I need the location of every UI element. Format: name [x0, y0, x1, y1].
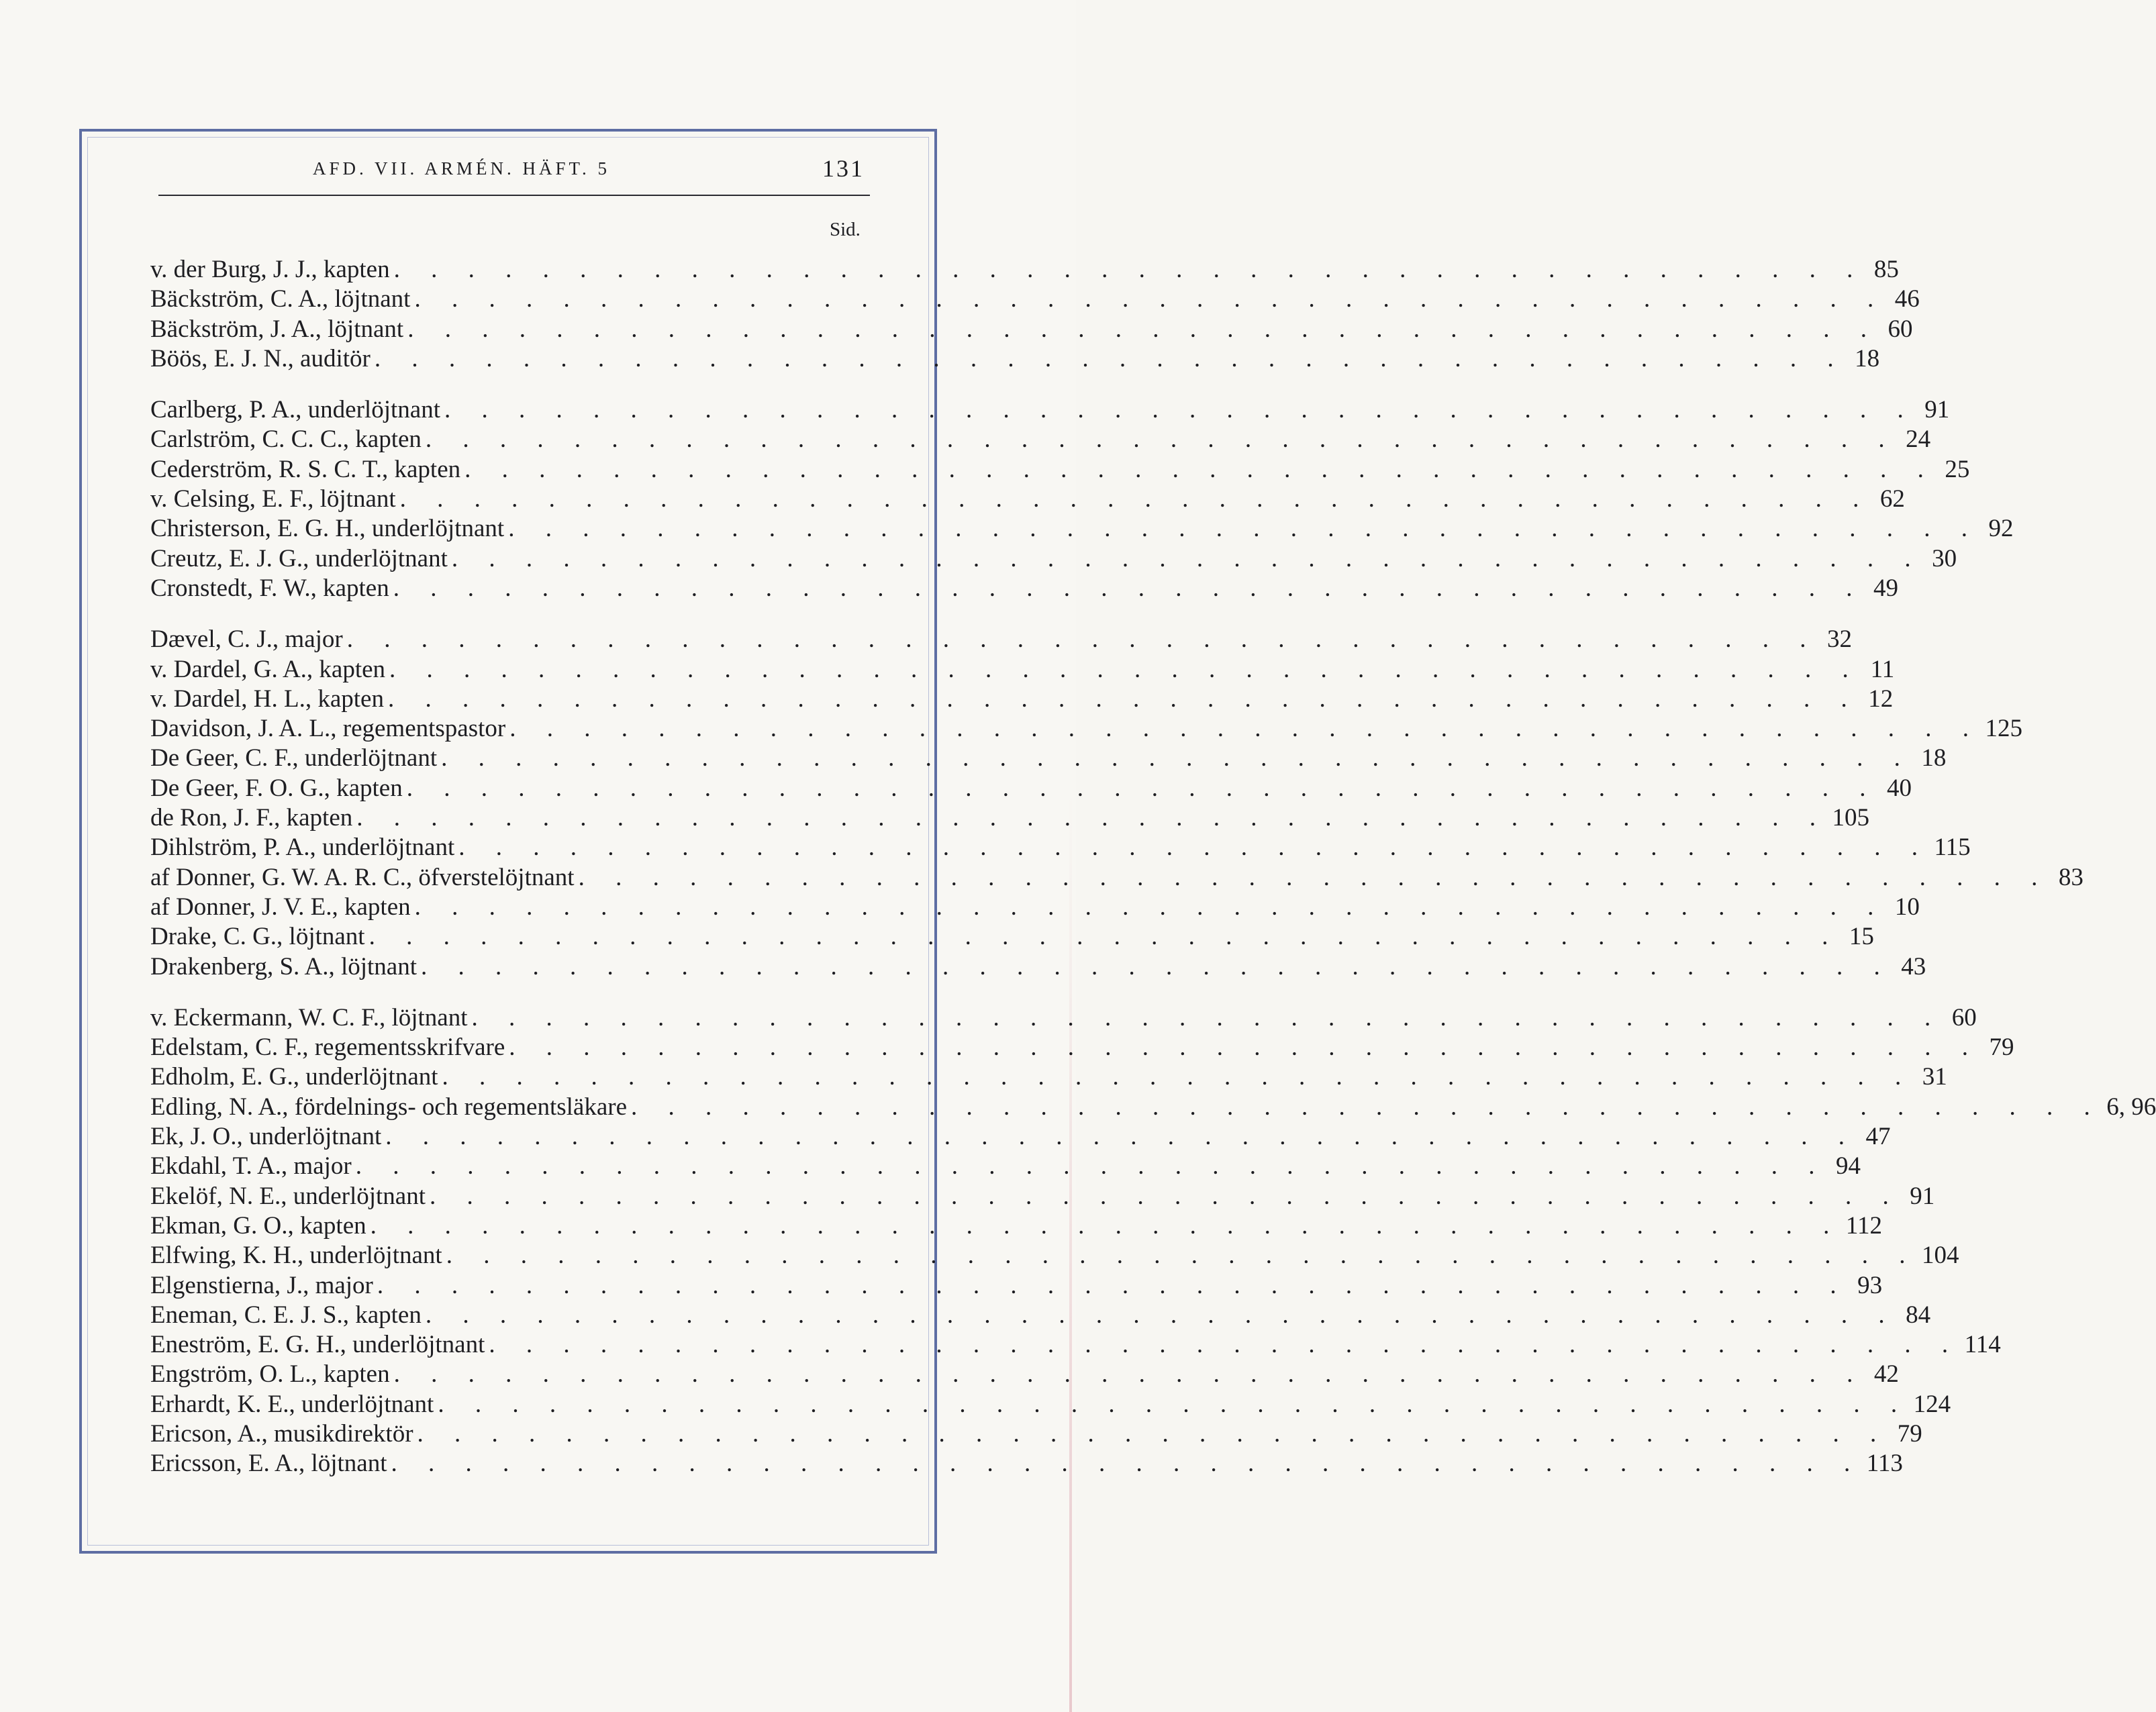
dot-leader: . . . . . . . . . . . . . . . . . . . . . . . . . . . . . . . . . . . . . . . .	[346, 625, 1818, 654]
entry-name: Drakenberg, S. A., löjtnant	[150, 952, 418, 980]
entry-name: v. Dardel, H. L., kapten	[150, 685, 384, 713]
entry-page-number: 10	[1894, 893, 1920, 921]
index-group	[150, 395, 2014, 603]
index-entry	[150, 1390, 1951, 1419]
entry-name: De Geer, C. F., underlöjtnant	[150, 744, 438, 772]
index-entry	[150, 1003, 1977, 1033]
dot-leader: . . . . . . . . . . . . . . . . . . . . . . . . . . . . . . . . . . . . . . . .	[389, 655, 1861, 683]
entry-name: De Geer, F. O. G., kapten	[150, 774, 403, 802]
entry-name: Ekman, G. O., kapten	[150, 1211, 366, 1240]
dot-leader: . . . . . . . . . . . . . . . . . . . . . . . . . . . . . . . . . . . . . . . .	[444, 396, 1916, 424]
entry-page-number: 79	[1897, 1419, 1922, 1448]
dot-leader: . . . . . . . . . . . . . . . . . . . . . . . . . . . . . . . . . . . . . . . .	[407, 315, 1879, 343]
entry-page-number: 40	[1886, 774, 1912, 802]
entry-page-number: 6, 96	[2106, 1093, 2156, 1121]
running-header	[158, 153, 870, 196]
index-entry	[150, 1330, 2001, 1360]
entry-name: Eneström, E. G. H., underlöjtnant	[150, 1331, 485, 1359]
entry-name: Ekdahl, T. A., major	[150, 1152, 352, 1180]
dot-leader: . . . . . . . . . . . . . . . . . . . . . . . . . . . . . . . . . . . . . . . .	[438, 1390, 1910, 1418]
dot-leader: . . . . . . . . . . . . . . . . . . . . . . . . . . . . . . . . . . . . . . . .	[464, 455, 1937, 483]
entry-name: Carlberg, P. A., underlöjtnant	[150, 396, 440, 424]
dot-leader: . . . . . . . . . . . . . . . . . . . . . . . . . . . . . . . . . . . . . . . .	[393, 574, 1865, 602]
index-entry	[150, 714, 2022, 744]
entry-page-number: 92	[1988, 515, 2014, 543]
entry-page-number: 12	[1868, 685, 1894, 713]
entry-page-number: 114	[1964, 1331, 2001, 1359]
running-header-title: AFD. VII. ARMÉN. HÄFT. 5	[313, 158, 611, 179]
index-group	[150, 255, 1920, 374]
dot-leader: . . . . . . . . . . . . . . . . . . . . . . . . . . . . . . . . . . . . . . . .	[393, 1360, 1865, 1389]
entry-page-number: 113	[1866, 1450, 1903, 1478]
index-entry	[150, 1301, 1931, 1330]
entry-name: Edholm, E. G., underlöjtnant	[150, 1063, 438, 1091]
dot-leader: . . . . . . . . . . . . . . . . . . . . . . . . . . . . . . . . . . . . . . . .	[578, 863, 2050, 891]
entry-name: Dævel, C. J., major	[150, 625, 343, 654]
index-entry	[150, 255, 1899, 285]
entry-name: Edelstam, C. F., regementsskrifvare	[150, 1034, 505, 1062]
index-entry	[150, 1449, 1903, 1478]
entry-page-number: 11	[1870, 655, 1895, 683]
entry-page-number: 93	[1857, 1271, 1883, 1299]
entry-page-number: 94	[1835, 1152, 1861, 1180]
entry-name: v. der Burg, J. J., kapten	[150, 256, 390, 283]
entry-name: Christerson, E. G. H., underlöjtnant	[150, 515, 505, 543]
index-entry	[150, 425, 1931, 454]
dot-leader: . . . . . . . . . . . . . . . . . . . . . . . . . . . . . . . . . . . . . . . .	[425, 1301, 1898, 1329]
dot-leader: . . . . . . . . . . . . . . . . . . . . . . . . . . . . . . . . . . . . . . . .	[441, 744, 1913, 772]
dot-leader: . . . . . . . . . . . . . . . . . . . . . . . . . . . . . . . . . . . . . . . .	[387, 685, 1860, 713]
entry-name: v. Celsing, E. F., löjtnant	[150, 485, 396, 513]
dot-leader: . . . . . . . . . . . . . . . . . . . . . . . . . . . . . . . . . . . . . . . .	[508, 515, 1980, 543]
entry-name: Ericsson, E. A., löjtnant	[150, 1450, 387, 1478]
dot-leader: . . . . . . . . . . . . . . . . . . . . . . . . . . . . . . . . . . . . . . . .	[377, 1271, 1849, 1299]
entry-page-number: 46	[1894, 285, 1920, 313]
dot-leader: . . . . . . . . . . . . . . . . . . . . . . . . . . . . . . . . . . . . . . . .	[414, 893, 1886, 921]
entry-page-number: 83	[2058, 863, 2084, 891]
dot-leader: . . . . . . . . . . . . . . . . . . . . . . . . . . . . . . . . . . . . . . . .	[421, 952, 1893, 980]
entry-name: Davidson, J. A. L., regementspastor	[150, 715, 506, 743]
index-entry	[150, 395, 1950, 425]
index-group	[150, 1003, 2156, 1479]
entry-page-number: 91	[1910, 1182, 1935, 1210]
dot-leader: . . . . . . . . . . . . . . . . . . . . . . . . . . . . . . . . . . . . . . . .	[393, 256, 1865, 283]
entry-name: v. Eckermann, W. C. F., löjtnant	[150, 1003, 468, 1031]
entry-page-number: 125	[1985, 715, 2022, 743]
dot-leader: . . . . . . . . . . . . . . . . . . . . . . . . . . . . . . . . . . . . . . . .	[442, 1063, 1914, 1091]
entry-page-number: 42	[1873, 1360, 1899, 1389]
index-entry	[150, 574, 1898, 603]
entry-page-number: 62	[1879, 485, 1905, 513]
dot-leader: . . . . . . . . . . . . . . . . . . . . . . . . . . . . . . . . . . . . . . . .	[458, 834, 1930, 862]
dot-leader: . . . . . . . . . . . . . . . . . . . . . . . . . . . . . . . . . . . . . . . .	[471, 1003, 1943, 1031]
dot-leader: . . . . . . . . . . . . . . . . . . . . . . . . . . . . . . . . . . . . . . . .	[406, 774, 1878, 802]
dot-leader: . . . . . . . . . . . . . . . . . . . . . . . . . . . . . . . . . . . . . . . .	[425, 425, 1898, 454]
dot-leader: . . . . . . . . . . . . . . . . . . . . . . . . . . . . . . . . . . . . . . . .	[370, 1211, 1842, 1240]
entry-page-number: 85	[1873, 256, 1899, 283]
entry-name: Elfwing, K. H., underlöjtnant	[150, 1242, 442, 1270]
dot-leader: . . . . . . . . . . . . . . . . . . . . . . . . . . . . . . . . . . . . . . . .	[509, 1034, 1981, 1062]
index-entry	[150, 315, 1913, 344]
entry-page-number: 84	[1906, 1301, 1931, 1329]
entry-name: v. Dardel, G. A., kapten	[150, 655, 386, 683]
index-entry	[150, 1241, 1959, 1270]
entry-page-number: 30	[1932, 544, 1957, 572]
entry-name: Erhardt, K. E., underlöjtnant	[150, 1390, 434, 1418]
entry-page-number: 60	[1951, 1003, 1977, 1031]
index-entry	[150, 774, 1912, 803]
entry-name: Edling, N. A., fördelnings- och regementsläkare	[150, 1093, 627, 1121]
entry-name: Dihlström, P. A., underlöjtnant	[150, 834, 455, 862]
entry-page-number: 124	[1913, 1390, 1951, 1418]
entry-page-number: 32	[1826, 625, 1852, 654]
dot-leader: . . . . . . . . . . . . . . . . . . . . . . . . . . . . . . . . . . . . . . . .	[417, 1419, 1889, 1448]
entry-name: Cronstedt, F. W., kapten	[150, 574, 389, 602]
index-entry	[150, 1360, 1899, 1389]
dot-leader: . . . . . . . . . . . . . . . . . . . . . . . . . . . . . . . . . . . . . . . .	[489, 1331, 1961, 1359]
index-entry	[150, 685, 1894, 714]
dot-leader: . . . . . . . . . . . . . . . . . . . . . . . . . . . . . . . . . . . . . . . .	[429, 1182, 1902, 1210]
dot-leader: . . . . . . . . . . . . . . . . . . . . . . . . . . . . . . . . . . . . . . . .	[391, 1450, 1863, 1478]
entry-page-number: 79	[1989, 1034, 2014, 1062]
dot-leader: . . . . . . . . . . . . . . . . . . . . . . . . . . . . . . . . . . . . . . . .	[509, 715, 1981, 743]
page-number: 131	[822, 155, 865, 182]
entry-page-number: 18	[1855, 344, 1880, 372]
entry-page-number: 115	[1934, 834, 1971, 862]
index-entry	[150, 1122, 1891, 1152]
index-entry	[150, 485, 1905, 514]
entry-page-number: 24	[1906, 425, 1931, 454]
index-entry	[150, 893, 1920, 922]
index-entry	[150, 1062, 1947, 1092]
dot-leader: . . . . . . . . . . . . . . . . . . . . . . . . . . . . . . . . . . . . . . . .	[631, 1093, 2103, 1121]
index-entry	[150, 285, 1920, 314]
page-column-heading: Sid.	[830, 219, 861, 240]
dot-leader: . . . . . . . . . . . . . . . . . . . . . . . . . . . . . . . . . . . . . . . .	[451, 544, 1924, 572]
index-entry	[150, 1182, 1935, 1211]
entry-name: Bäckström, J. A., löjtnant	[150, 315, 404, 343]
index-entry	[150, 544, 1957, 574]
entry-name: Ericson, A., musikdirektör	[150, 1419, 413, 1448]
entry-page-number: 91	[1924, 396, 1950, 424]
index-entry	[150, 1152, 1861, 1181]
index-entry	[150, 952, 1926, 982]
entry-page-number: 112	[1845, 1211, 1883, 1240]
index-entry	[150, 1033, 2014, 1062]
index-group	[150, 625, 2084, 982]
entry-name: Elgenstierna, J., major	[150, 1271, 373, 1299]
entry-name: af Donner, G. W. A. R. C., öfverstelöjtnant	[150, 863, 575, 891]
index-entry	[150, 625, 1852, 654]
entry-page-number: 60	[1888, 315, 1913, 343]
entry-name: Creutz, E. J. G., underlöjtnant	[150, 544, 448, 572]
dot-leader: . . . . . . . . . . . . . . . . . . . . . . . . . . . . . . . . . . . . . . . .	[414, 285, 1886, 313]
dot-leader: . . . . . . . . . . . . . . . . . . . . . . . . . . . . . . . . . . . . . . . .	[385, 1123, 1857, 1151]
entry-name: Ek, J. O., underlöjtnant	[150, 1123, 382, 1151]
index-entry	[150, 1271, 1883, 1301]
entry-page-number: 104	[1921, 1242, 1959, 1270]
entry-name: Engström, O. L., kapten	[150, 1360, 390, 1389]
entry-name: Drake, C. G., löjtnant	[150, 923, 365, 951]
entry-page-number: 49	[1873, 574, 1898, 602]
dot-leader: . . . . . . . . . . . . . . . . . . . . . . . . . . . . . . . . . . . . . . . .	[355, 1152, 1827, 1180]
entry-page-number: 15	[1849, 923, 1874, 951]
index-entry	[150, 744, 1947, 773]
index-entry	[150, 514, 2014, 544]
dot-leader: . . . . . . . . . . . . . . . . . . . . . . . . . . . . . . . . . . . . . . . .	[374, 344, 1847, 372]
index-entry	[150, 344, 1880, 374]
entry-name: af Donner, J. V. E., kapten	[150, 893, 411, 921]
index-entry	[150, 833, 1971, 862]
index-entry	[150, 863, 2084, 893]
dot-leader: . . . . . . . . . . . . . . . . . . . . . . . . . . . . . . . . . . . . . . . .	[369, 923, 1841, 951]
index-entry	[150, 1211, 1883, 1241]
entry-name: Bäckström, C. A., löjtnant	[150, 285, 411, 313]
index-entry	[150, 1093, 2156, 1122]
entry-page-number: 25	[1945, 455, 1970, 483]
name-index	[150, 255, 2156, 1501]
entry-name: de Ron, J. F., kapten	[150, 804, 353, 832]
dot-leader: . . . . . . . . . . . . . . . . . . . . . . . . . . . . . . . . . . . . . . . .	[446, 1242, 1918, 1270]
dot-leader: . . . . . . . . . . . . . . . . . . . . . . . . . . . . . . . . . . . . . . . .	[356, 804, 1828, 832]
index-entry	[150, 803, 1869, 833]
index-entry	[150, 922, 1874, 952]
entry-name: Böös, E. J. N., auditör	[150, 344, 371, 372]
index-entry	[150, 1419, 1922, 1449]
index-entry	[150, 655, 1895, 685]
entry-name: Eneman, C. E. J. S., kapten	[150, 1301, 422, 1329]
entry-page-number: 105	[1832, 804, 1869, 832]
dot-leader: . . . . . . . . . . . . . . . . . . . . . . . . . . . . . . . . . . . . . . . .	[399, 485, 1871, 513]
entry-name: Ekelöf, N. E., underlöjtnant	[150, 1182, 426, 1210]
entry-name: Carlström, C. C. C., kapten	[150, 425, 422, 454]
entry-name: Cederström, R. S. C. T., kapten	[150, 455, 461, 483]
entry-page-number: 43	[1901, 952, 1926, 980]
entry-page-number: 31	[1922, 1063, 1947, 1091]
index-entry	[150, 455, 1970, 485]
entry-page-number: 47	[1865, 1123, 1891, 1151]
entry-page-number: 18	[1921, 744, 1947, 772]
